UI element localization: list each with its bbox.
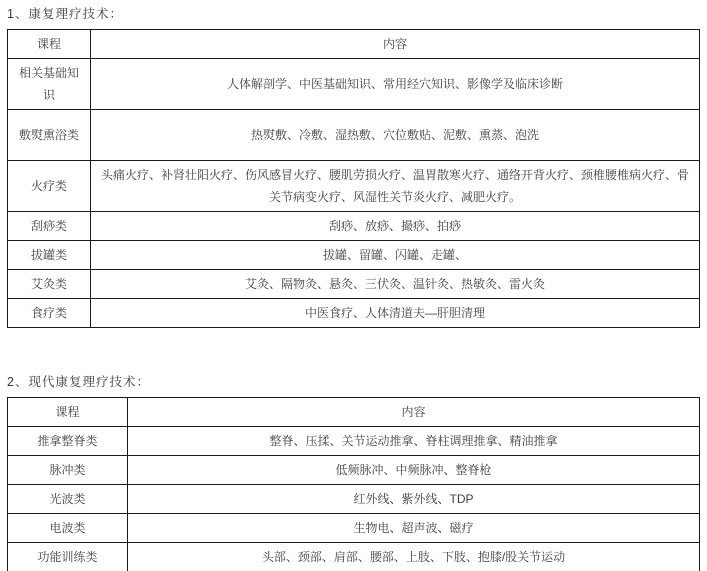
content-cell: 热熨敷、冷敷、湿热敷、穴位敷贴、泥敷、熏蒸、泡洗 xyxy=(91,110,700,161)
course-cell: 光波类 xyxy=(8,485,128,514)
table-row xyxy=(8,427,700,456)
course-cell: 艾灸类 xyxy=(8,270,91,299)
course-cell: 电波类 xyxy=(8,514,128,543)
course-cell: 脉冲类 xyxy=(8,456,128,485)
course-column-header: 课程 xyxy=(8,398,128,427)
course-cell: 功能训练类 xyxy=(8,543,128,571)
course-cell: 推拿整脊类 xyxy=(8,427,128,456)
content-cell: 低频脉冲、中频脉冲、整脊枪 xyxy=(128,456,700,485)
content-cell: 生物电、超声波、磁疗 xyxy=(128,514,700,543)
course-cell: 拔罐类 xyxy=(8,241,91,270)
table-row xyxy=(8,270,700,299)
course-cell: 火疗类 xyxy=(8,161,91,212)
rehab-therapy-table xyxy=(7,29,700,328)
table-row xyxy=(8,485,700,514)
course-cell: 敷熨熏浴类 xyxy=(8,110,91,161)
table-header-row xyxy=(8,30,700,59)
table-row xyxy=(8,456,700,485)
table-row xyxy=(8,514,700,543)
content-column-header: 内容 xyxy=(128,398,700,427)
table-row xyxy=(8,161,700,212)
content-cell: 红外线、紫外线、TDP xyxy=(128,485,700,514)
table-row xyxy=(8,299,700,328)
content-cell: 艾灸、隔物灸、悬灸、三伏灸、温针灸、热敏灸、雷火灸 xyxy=(91,270,700,299)
table-row xyxy=(8,59,700,110)
course-cell: 刮痧类 xyxy=(8,212,91,241)
course-cell: 相关基础知识 xyxy=(8,59,91,110)
table-header-row xyxy=(8,398,700,427)
course-column-header: 课程 xyxy=(8,30,91,59)
section-1-title: 1、康复理疗技术： xyxy=(7,7,123,21)
table-row xyxy=(8,241,700,270)
section-2-title: 2、现代康复理疗技术： xyxy=(7,375,150,389)
content-cell: 拔罐、留罐、闪罐、走罐、 xyxy=(91,241,700,270)
content-cell: 头痛火疗、补肾壮阳火疗、伤风感冒火疗、腰肌劳损火疗、温胃散寒火疗、通络开背火疗、颈椎腰椎病火疗、骨关节病变火疗、风湿性关节炎火疗、减肥火疗。 xyxy=(91,161,700,212)
course-cell: 食疗类 xyxy=(8,299,91,328)
modern-rehab-therapy-table xyxy=(7,397,700,571)
content-cell: 中医食疗、人体清道夫—肝胆清理 xyxy=(91,299,700,328)
content-column-header: 内容 xyxy=(91,30,700,59)
table-row xyxy=(8,212,700,241)
content-cell: 头部、颈部、肩部、腰部、上肢、下肢、抱膝/股关节运动 xyxy=(128,543,700,571)
content-cell: 刮痧、放痧、撮痧、拍痧 xyxy=(91,212,700,241)
table-row xyxy=(8,110,700,161)
table-row xyxy=(8,543,700,571)
content-cell: 整脊、压揉、关节运动推拿、脊柱调理推拿、精油推拿 xyxy=(128,427,700,456)
content-cell: 人体解剖学、中医基础知识、常用经穴知识、影像学及临床诊断 xyxy=(91,59,700,110)
